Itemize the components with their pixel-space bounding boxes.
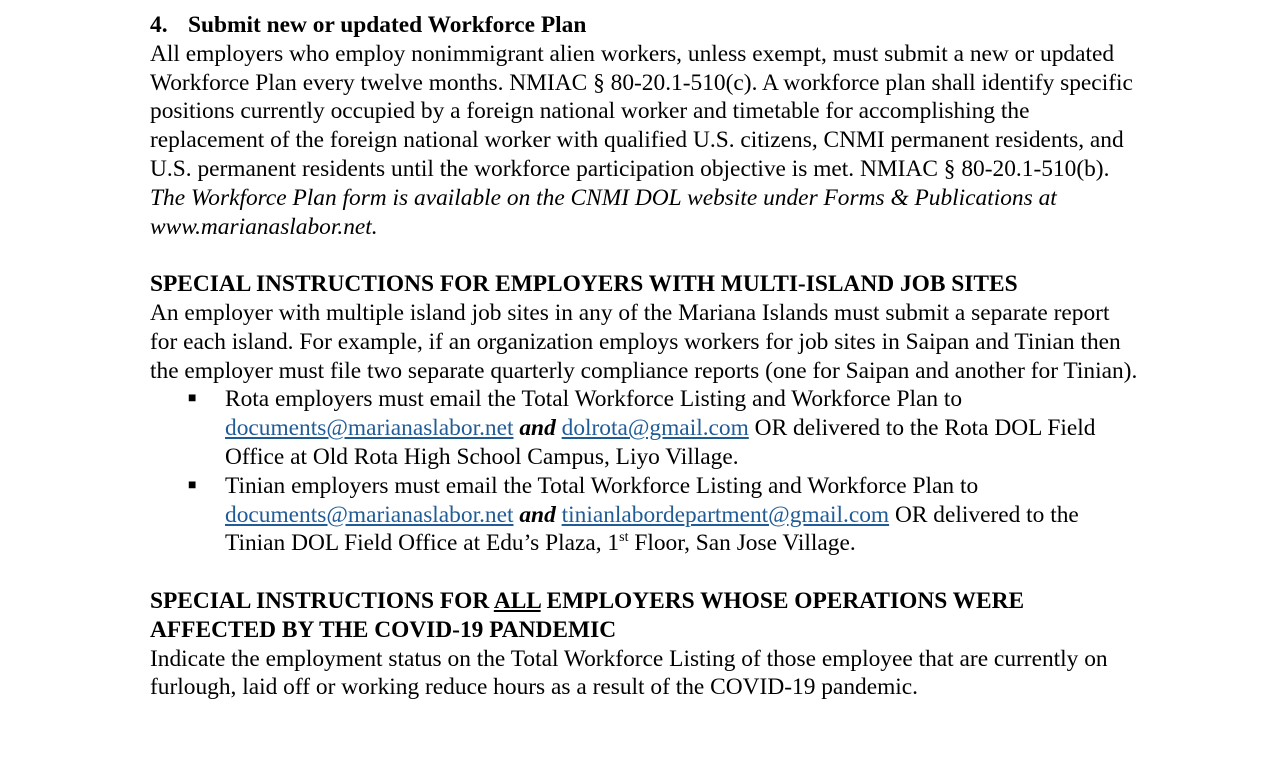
tinian-lead-text: Tinian employers must email the Total Workforce Listing and Workforce Plan to (225, 472, 979, 499)
rota-email-documents-link[interactable]: documents@marianaslabor.net (225, 415, 514, 442)
rota-tail-text: OR delivered to the Rota DOL Field Office at Old Rota High School Campus, Liyo Village. (225, 415, 1096, 470)
multi-island-body: An employer with multiple island job sites in any of the Mariana Islands must submit a separate report for each island. For example, if an organization employs workers for job sites in Saipan and Tinian then the employer must file two separate quarterly compliance reports (one for Saipan and another for Tinian). (150, 299, 1138, 384)
covid-title-a: SPECIAL INSTRUCTIONS FOR (150, 587, 490, 614)
spacer (150, 558, 1140, 587)
square-bullet-icon: ■ (188, 477, 197, 493)
rota-lead-text: Rota employers must email the Total Workforce Listing and Workforce Plan to (225, 386, 963, 413)
multi-island-heading: SPECIAL INSTRUCTIONS FOR EMPLOYERS WITH MULTI-ISLAND JOB SITES (150, 271, 1018, 298)
document-page (150, 11, 1140, 702)
section-title: Submit new or updated Workforce Plan (188, 12, 587, 38)
section-4-body (150, 40, 1140, 242)
tinian-tail-text-a: OR delivered to the Tinian DOL Field Office at Edu’s Plaza, 1 (225, 501, 1079, 557)
section-number: 4. (150, 12, 168, 38)
section-4-text: All employers who employ nonimmigrant alien workers, unless exempt, must submit a new or updated Workforce Plan every twelve months. NMIAC § 80-20.1-510(c). A workforce plan shall identify specific positions currently occupied by a foreign national worker and timetable for accomplishing the replacement of the foreign national worker with qualified U.S. citizens, CNMI permanent residents, and U.S. permanent residents until the workforce participation objective is met. NMIAC § 80-20.1-510(b). (150, 40, 1133, 182)
tinian-email-labordepartment-link[interactable]: tinianlabordepartment@gmail.com (561, 501, 890, 528)
covid-title-emphasis: ALL (493, 587, 541, 614)
tinian-conjunction: and (519, 501, 556, 528)
list-item-rota (150, 385, 1140, 471)
section-4-italic-note: The Workforce Plan form is available on the CNMI DOL website under Forms & Publications at www.marianaslabor.net. (150, 184, 1057, 240)
rota-conjunction: and (519, 415, 556, 442)
rota-email-dolrota-link[interactable]: dolrota@gmail.com (561, 415, 749, 442)
covid-body: Indicate the employment status on the Total Workforce Listing of those employee that are currently on furlough, laid off or working reduce hours as a result of the COVID-19 pandemic. (150, 645, 1108, 701)
tinian-email-documents-link[interactable]: documents@marianaslabor.net (225, 501, 514, 528)
list-item-tinian (150, 472, 1140, 558)
square-bullet-icon: ■ (188, 391, 197, 407)
tinian-ordinal-suffix: st (619, 530, 629, 546)
covid-heading (150, 587, 1140, 645)
spacer (150, 241, 1140, 270)
section-4-heading (150, 11, 1140, 40)
tinian-tail-text-b: Floor, San Jose Village. (634, 530, 856, 557)
island-instructions-list (150, 385, 1140, 558)
covid-title-b: EMPLOYERS WHOSE OPERATIONS WERE AFFECTED BY THE COVID-19 PANDEMIC (150, 587, 1025, 643)
